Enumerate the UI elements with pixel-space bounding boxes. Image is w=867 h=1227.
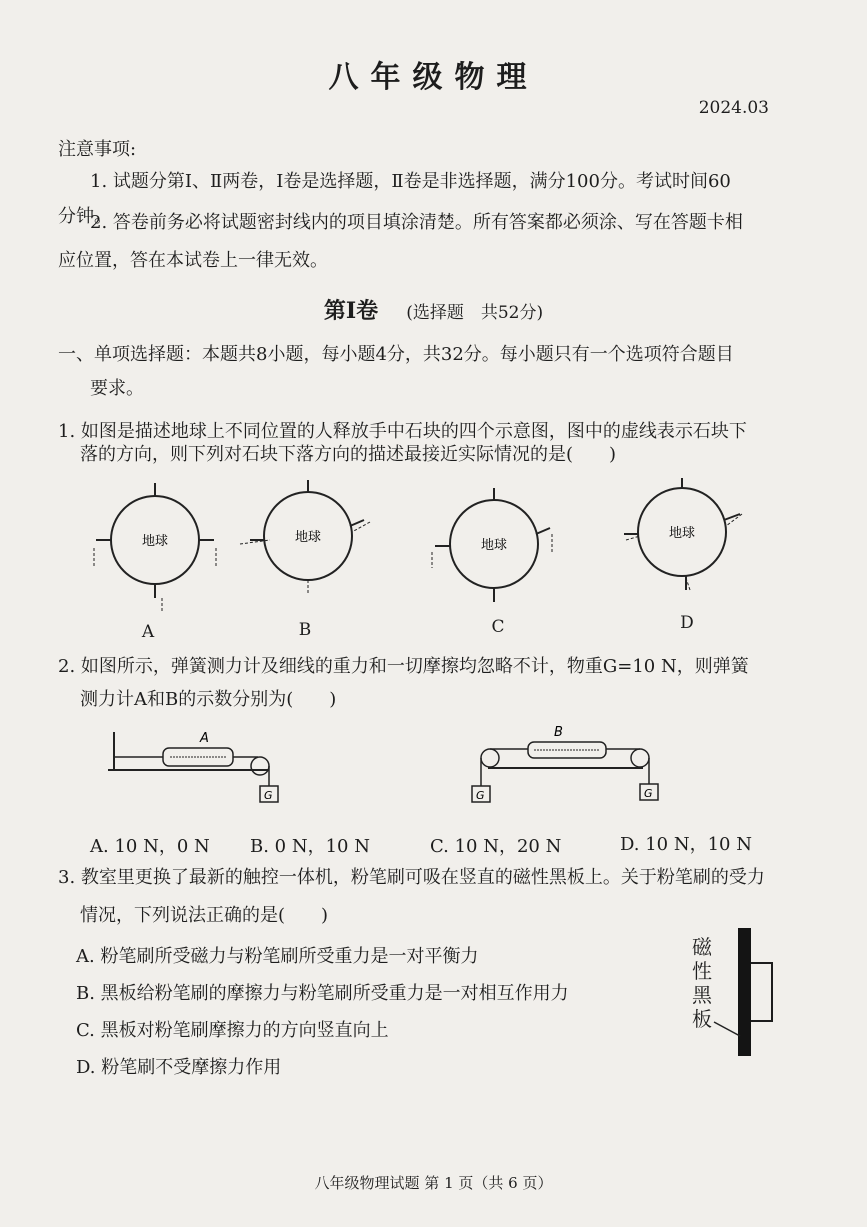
- section-heading: [0, 294, 867, 325]
- earth-label-b: 地球: [294, 530, 322, 545]
- question-2-option-a: A. 10 N，0 N: [90, 836, 210, 857]
- spring-b-label: B: [554, 725, 563, 740]
- question-3-option-c: C. 黑板对粉笔刷摩擦力的方向竖直向上: [76, 1020, 389, 1041]
- section-subtitle: (选择题 共52分): [406, 303, 544, 323]
- part1-instructions-cont: 要求。: [90, 378, 144, 399]
- figure-a-label: A: [141, 622, 155, 642]
- notice-item-1-cont: 分钟。: [58, 206, 112, 227]
- figure-spring-b: [472, 725, 658, 802]
- figure-d-label: D: [680, 613, 694, 633]
- figure-c-label: C: [491, 617, 505, 637]
- question-3-option-a: A. 粉笔刷所受磁力与粉笔刷所受重力是一对平衡力: [76, 946, 479, 967]
- question-1-stem: 1. 如图是描述地球上不同位置的人释放手中石块的四个示意图，图中的虚线表示石块下: [58, 421, 747, 442]
- question-1-stem-cont: 落的方向，则下列对石块下落方向的描述最接近实际情况的是( ): [80, 444, 617, 465]
- question-2-option-c: C. 10 N，20 N: [430, 836, 562, 857]
- question-3-stem-cont: 情况，下列说法正确的是( ): [80, 905, 329, 926]
- figure-d-earth: [624, 478, 742, 590]
- page-title: 八年级物理: [328, 60, 539, 95]
- question-2-option-d: D. 10 N，10 N: [620, 834, 752, 855]
- question-1-figures: [80, 478, 760, 618]
- notice-item-1: 1. 试题分第Ⅰ、Ⅱ两卷，Ⅰ卷是选择题，Ⅱ卷是非选择题，满分100分。考试时间60: [90, 171, 731, 192]
- section-title: 第Ⅰ卷: [323, 298, 379, 324]
- earth-label-d: 地球: [668, 526, 696, 541]
- notice-heading: 注意事项:: [58, 139, 137, 160]
- notice-item-2: 2. 答卷前务必将试题密封线内的项目填涂清楚。所有答案都必须涂、写在答题卡相: [90, 212, 743, 233]
- question-3-option-d: D. 粉笔刷不受摩擦力作用: [76, 1057, 282, 1078]
- chalk-eraser: [751, 962, 773, 1022]
- spring-a-label: A: [200, 731, 209, 746]
- question-3-option-b: B. 黑板给粉笔刷的摩擦力与粉笔刷所受重力是一对相互作用力: [76, 983, 569, 1004]
- part1-instructions: 一、单项选择题：本题共8小题，每小题4分，共32分。每小题只有一个选项符合题目: [58, 344, 734, 365]
- magnetic-board-label: 磁 性 黑 板: [692, 935, 712, 1031]
- exam-date: 2024.03: [698, 98, 769, 118]
- question-2-figures: [108, 720, 668, 810]
- question-3-stem: 3. 教室里更换了最新的触控一体机，粉笔刷可吸在竖直的磁性黑板上。关于粉笔刷的受力: [58, 867, 765, 888]
- question-2-stem: 2. 如图所示，弹簧测力计及细线的重力和一切摩擦均忽略不计，物重G=10 N，则弹簧: [58, 656, 749, 677]
- board-label-pointer: [712, 1020, 742, 1040]
- question-2-stem-cont: 测力计A和B的示数分别为( ): [80, 689, 337, 710]
- figure-b-earth: [240, 480, 370, 594]
- figure-a-earth: [94, 478, 216, 613]
- notice-item-2-cont: 应位置，答在本试卷上一律无效。: [58, 250, 328, 271]
- earth-label-c: 地球: [480, 538, 508, 553]
- figure-spring-a: [108, 731, 278, 802]
- weight-b2-label: G: [644, 787, 653, 800]
- page-footer: 八年级物理试题 第 1 页（共 6 页）: [314, 1174, 553, 1192]
- question-2-option-b: B. 0 N，10 N: [250, 836, 370, 857]
- figure-c-earth: [432, 488, 552, 602]
- earth-label-a: 地球: [141, 534, 169, 549]
- weight-a-label: G: [264, 789, 273, 802]
- weight-b1-label: G: [476, 789, 485, 802]
- figure-b-label: B: [298, 620, 312, 640]
